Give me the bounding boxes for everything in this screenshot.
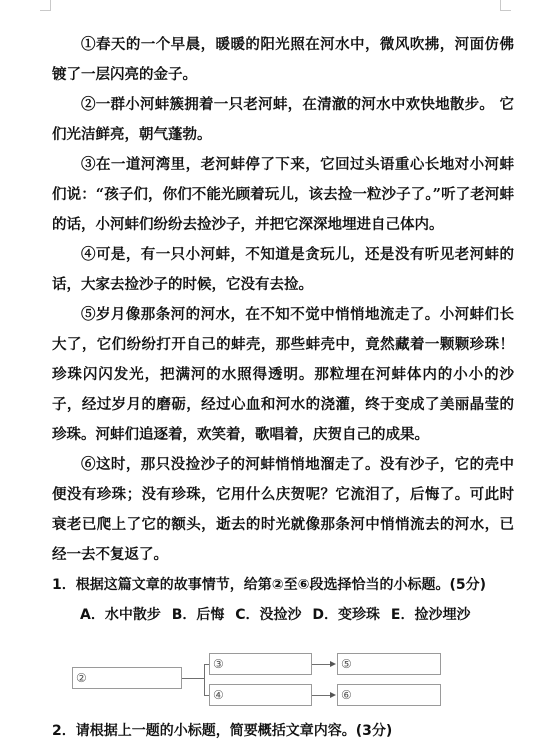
paragraph-5: ⑤岁月像那条河的河水，在不知不觉中悄悄地流走了。小河蚌们长大了，它们纷纷打开自己的蚌壳，那些蚌壳中，竟然藏着一颗颗珍珠！珍珠闪闪发光，把满河的水照得透明。那粒埋在河蚌体内的小小的沙子，经过岁月的磨砺，经过心血和河水的浇灌，终于变成了美丽晶莹的珍珠。河蚌们追逐着，欢笑着，歌唱着，庆贺自己的成果。: [52, 306, 514, 443]
answer-options: [80, 600, 514, 630]
option-c: C．没捡沙: [235, 607, 302, 623]
paragraph-2: ②一群小河蚌簇拥着一只老河蚌，在清澈的河水中欢快地散步。 它们光洁鲜亮，朝气蓬勃。: [52, 96, 514, 143]
paragraph-6: ⑥这时，那只没捡沙子的河蚌悄悄地溜走了。没有沙子，它的壳中便没有珍珠；没有珍珠，它用什么庆贺呢？它流泪了，后悔了。可此时衰老已爬上了它的额头，逝去的时光就像那条河中悄悄流去的河水，已经一去不复返了。: [52, 456, 514, 563]
arrow-line: [312, 664, 330, 665]
option-b: B．后悔: [171, 607, 225, 623]
paragraph-1: ①春天的一个早晨，暖暖的阳光照在河水中，微风吹拂，河面仿佛镀了一层闪亮的金子。: [52, 36, 514, 83]
arrow-right-icon: [330, 692, 336, 698]
option-d: D．变珍珠: [312, 607, 381, 623]
option-e: E．捡沙埋沙: [390, 607, 471, 623]
connector-bracket: [204, 664, 205, 695]
answer-box-3[interactable]: ③: [209, 653, 312, 675]
question-2: 2．请根据上一题的小标题，简要概括文章内容。(3分): [52, 723, 393, 739]
paragraph-3: ③在一道河湾里，老河蚌停了下来，它回过头语重心长地对小河蚌们说：“孩子们，你们不能光顾着玩儿，该去捡一粒沙子了。”听了老河蚌的话，小河蚌们纷纷去捡沙子，并把它深深地埋进自己体内。: [52, 156, 514, 233]
answer-box-4[interactable]: ④: [209, 684, 312, 706]
answer-box-5[interactable]: ⑤: [337, 653, 441, 675]
page-corner-mark-right: [500, 0, 511, 11]
page-corner-mark-left: [40, 0, 51, 11]
article-text: [52, 30, 514, 570]
paragraph-4: ④可是，有一只小河蚌，不知道是贪玩儿，还是没有听见老河蚌的话，大家去捡沙子的时候，它没有去捡。: [52, 246, 514, 293]
answer-box-2[interactable]: ②: [72, 667, 182, 689]
arrow-line: [312, 695, 330, 696]
arrow-right-icon: [330, 661, 336, 667]
connector-line: [182, 678, 204, 679]
plot-structure-diagram: [72, 651, 452, 711]
answer-box-6[interactable]: ⑥: [337, 684, 441, 706]
document-body: [52, 30, 514, 630]
question-1: 1．根据这篇文章的故事情节，给第②至⑥段选择恰当的小标题。(5分): [52, 577, 486, 593]
option-a: A．水中散步: [80, 607, 161, 623]
